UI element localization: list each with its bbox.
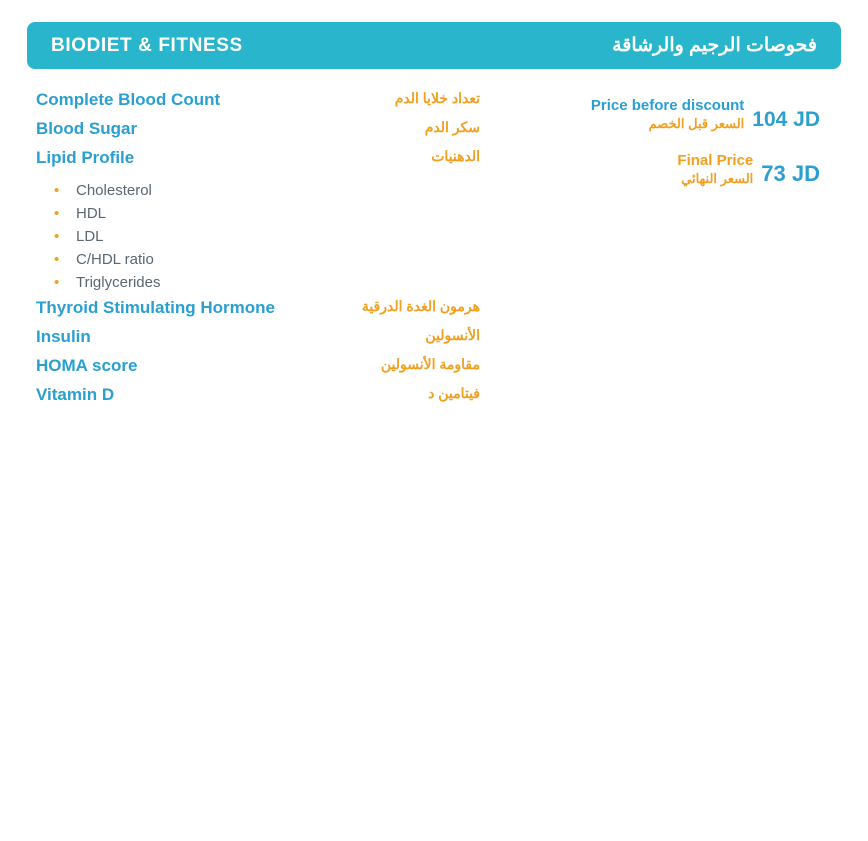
test-name-en: Insulin [36, 327, 91, 346]
test-name-ar: الأنسولين [425, 327, 480, 343]
test-list [36, 90, 506, 414]
list-item [36, 179, 506, 202]
test-row [36, 356, 506, 385]
test-name-en: HOMA score [36, 356, 138, 375]
list-item-label: Triglycerides [76, 274, 161, 291]
list-item-label: LDL [76, 228, 104, 245]
list-item [36, 271, 506, 294]
price-final-label-ar: السعر النهائي [681, 171, 754, 186]
test-row [36, 298, 506, 327]
price-final-label-en: Final Price [677, 152, 754, 169]
header-title-en: BIODIET & FITNESS [51, 34, 243, 56]
price-final-labels [677, 151, 761, 188]
list-item-label: HDL [76, 205, 107, 222]
price-final-value: 73 JD [761, 161, 820, 186]
list-item [36, 248, 506, 271]
test-name-ar: فيتامين د [428, 385, 480, 401]
test-name-en: Vitamin D [36, 385, 115, 404]
price-before-label-ar: السعر قبل الخصم [648, 116, 745, 131]
list-item [36, 202, 506, 225]
test-row [36, 148, 506, 177]
list-item [36, 225, 506, 248]
test-row [36, 90, 506, 119]
bullet-icon: • [54, 251, 60, 268]
test-name-en: Lipid Profile [36, 148, 135, 167]
price-before-labels [591, 96, 752, 133]
price-final [520, 151, 820, 188]
price-before-label-en: Price before discount [590, 97, 745, 114]
price-before-discount [520, 96, 820, 133]
bullet-icon: • [54, 182, 60, 199]
test-name-ar: سكر الدم [424, 119, 480, 135]
header-title-ar: فحوصات الرجيم والرشاقة [612, 35, 817, 56]
header-banner [27, 22, 841, 69]
test-name-ar: الدهنيات [431, 148, 480, 164]
price-before-value: 104 JD [752, 108, 820, 131]
test-name-en: Blood Sugar [36, 119, 138, 138]
test-row [36, 327, 506, 356]
test-name-ar: مقاومة الأنسولين [380, 356, 480, 372]
bullet-icon: • [54, 205, 60, 222]
list-item-label: C/HDL ratio [76, 251, 154, 268]
bullet-icon: • [54, 274, 60, 291]
test-row [36, 385, 506, 414]
lipid-sub-list [36, 179, 506, 294]
test-name-ar: تعداد خلايا الدم [394, 90, 480, 106]
test-name-en: Complete Blood Count [36, 90, 221, 109]
test-row [36, 119, 506, 148]
list-item-label: Cholesterol [76, 182, 152, 199]
test-name-ar: هرمون الغدة الدرقية [361, 298, 480, 314]
test-name-en: Thyroid Stimulating Hormone [36, 298, 275, 317]
bullet-icon: • [54, 228, 60, 245]
pricing-block [520, 96, 820, 206]
